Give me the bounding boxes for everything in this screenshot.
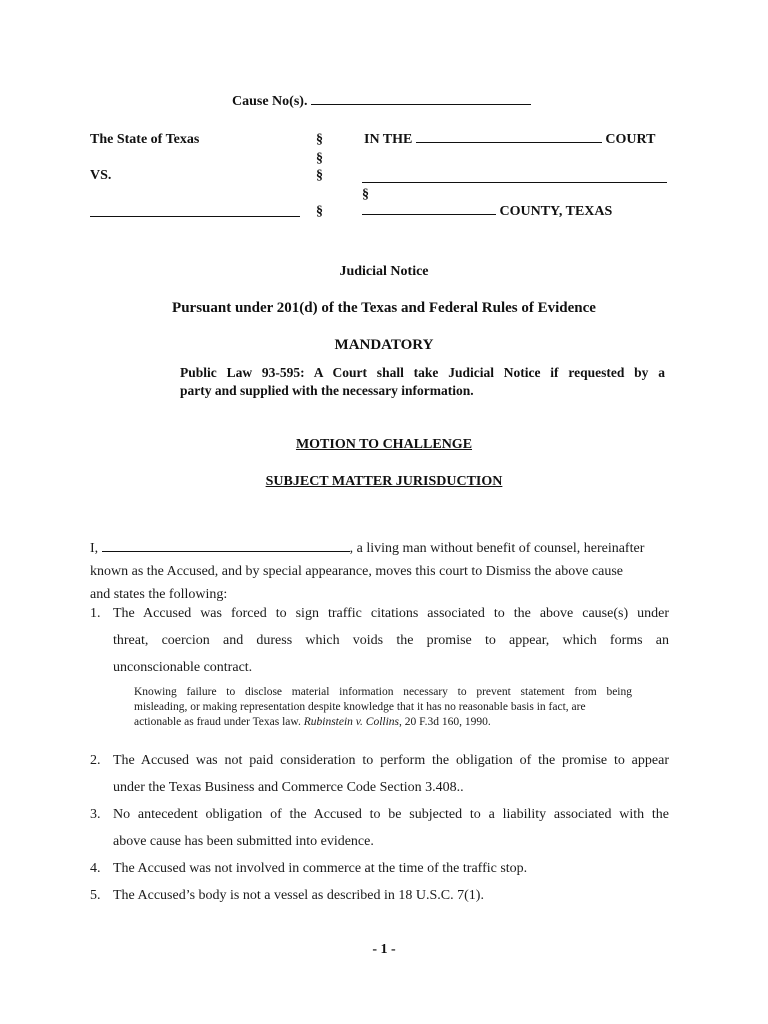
court-detail-blank (362, 182, 667, 183)
section-symbol: § (316, 204, 323, 219)
left-party: The State of Texas (90, 132, 200, 147)
note-line-3-a: actionable as fraud under Texas law. (134, 716, 301, 728)
public-law-line-1: Public Law 93-595: A Court shall take Judicial Notice if requested by a (180, 365, 665, 380)
page-number: - 1 - (372, 942, 396, 957)
court-line (364, 132, 655, 148)
intro-line-1-rest: , a living man without benefit of counsel, hereinafter (349, 541, 645, 556)
section-symbol: § (316, 168, 323, 183)
defendant-name-blank (90, 216, 300, 217)
item-number: 2. (90, 753, 101, 768)
vs-label: VS. (90, 168, 112, 183)
cause-label: Cause No(s). (232, 94, 308, 109)
mandatory-title: MANDATORY (334, 337, 434, 353)
note-line-1: Knowing failure to disclose material information necessary to prevent statement from being (134, 686, 632, 698)
item-number: 5. (90, 888, 101, 903)
pursuant-title: Pursuant under 201(d) of the Texas and Federal Rules of Evidence (172, 300, 596, 316)
item-1-line-2: threat, coercion and duress which voids the promise to appear, which forms an (113, 633, 669, 648)
intro-line-3: and states the following: (90, 587, 228, 602)
court-name-blank (416, 142, 602, 143)
intro-line-2: known as the Accused, and by special appearance, moves this court to Dismiss the above cause (90, 564, 624, 579)
court-label: COURT (605, 132, 656, 147)
item-5-line-1: The Accused’s body is not a vessel as described in 18 U.S.C. 7(1). (113, 888, 484, 903)
section-symbol: § (316, 151, 323, 166)
judicial-notice-title: Judicial Notice (339, 264, 429, 279)
county-name-blank (362, 214, 496, 215)
intro-prefix: I, (90, 541, 99, 556)
item-number: 3. (90, 807, 101, 822)
item-3-line-2: above cause has been submitted into evidence. (113, 834, 374, 849)
section-symbol: § (316, 132, 323, 147)
cause-number-blank (311, 104, 531, 105)
motion-title-line-1: MOTION TO CHALLENGE (295, 437, 473, 452)
county-label: COUNTY, TEXAS (499, 204, 613, 219)
item-2-line-2: under the Texas Business and Commerce Code Section 3.408.. (113, 780, 464, 795)
item-2-line-1: The Accused was not paid consideration to perform the obligation of the promise to appear (113, 753, 669, 768)
cause-number-line (232, 94, 531, 110)
item-3-line-1: No antecedent obligation of the Accused to be subjected to a liability associated with the (113, 807, 669, 822)
accused-name-blank (102, 551, 350, 552)
item-number: 1. (90, 606, 101, 621)
section-symbol: § (362, 187, 369, 202)
item-number: 4. (90, 861, 101, 876)
motion-title-line-2: SUBJECT MATTER JURISDUCTION (265, 474, 503, 489)
item-4-line-1: The Accused was not involved in commerce at the time of the traffic stop. (113, 861, 528, 876)
item-1-line-1: The Accused was forced to sign traffic citations associated to the above cause(s) under (113, 606, 669, 621)
note-line-2: misleading, or making representation despite knowledge that it has no reasonable basis in fact, are (134, 701, 586, 713)
case-citation: Rubinstein v. Collins (303, 716, 400, 728)
in-the-label: IN THE (364, 132, 413, 147)
item-1-line-3: unconscionable contract. (113, 660, 253, 675)
county-line (362, 204, 612, 220)
note-line-3 (134, 716, 491, 728)
public-law-line-2: party and supplied with the necessary information. (180, 383, 474, 398)
intro-line-1 (90, 541, 644, 557)
note-line-3-b: , 20 F.3d 160, 1990. (399, 716, 491, 728)
